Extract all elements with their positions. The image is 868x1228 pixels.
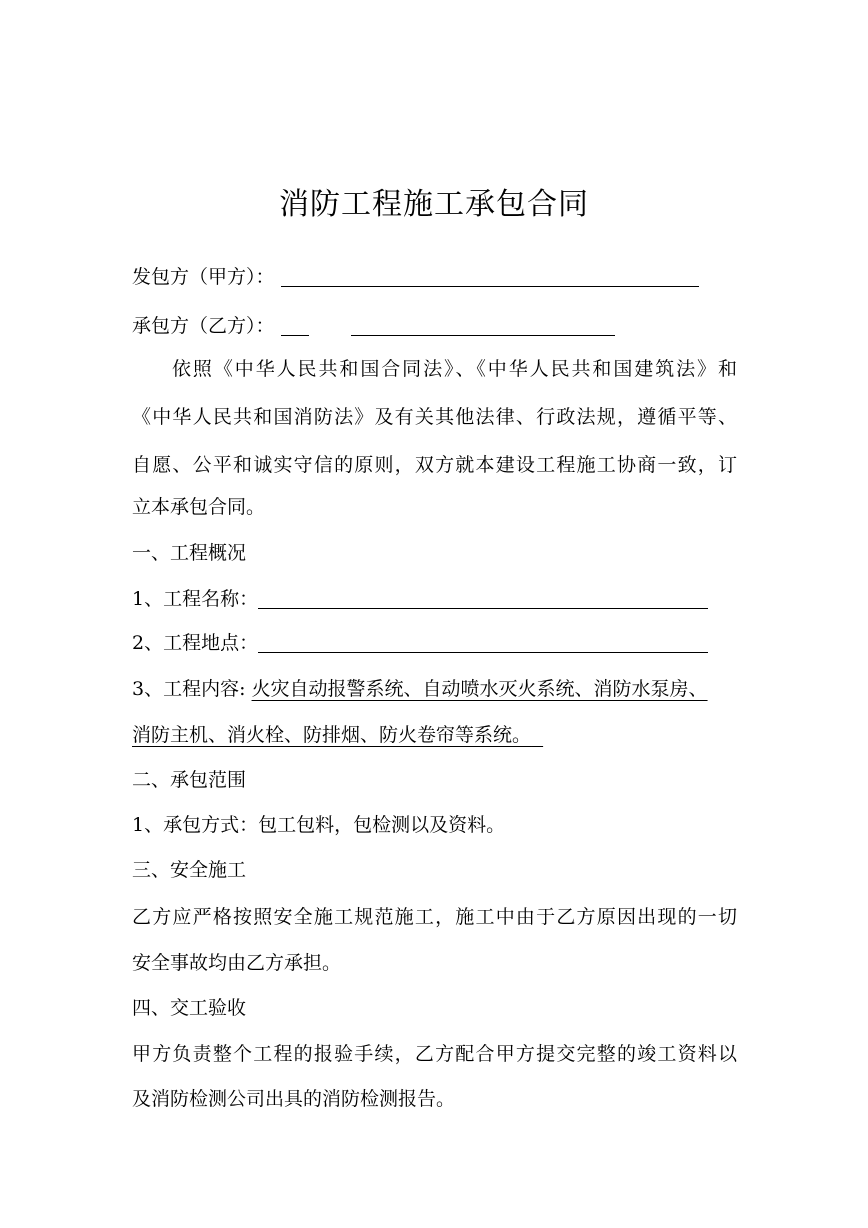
project-content-value-2: 消防主机、消火栓、防排烟、防火卷帘等系统。 [132,724,532,746]
project-location-blank[interactable] [258,632,708,653]
party-b-blank[interactable] [351,315,615,336]
contract-mode: 1、承包方式：包工包料，包检测以及资料。 [132,814,506,836]
party-b-blank-short[interactable] [281,315,309,336]
party-a-label: 发包方（甲方）： [132,266,275,288]
project-content-value-1: 火灾自动报警系统、自动喷水灭火系统、消防水泵房、 [251,678,708,700]
project-name-blank[interactable] [258,588,708,609]
section-4-heading: 四、交工验收 [132,997,247,1019]
safety-text-2: 安全事故均由乙方承担。 [132,952,342,974]
preamble-line-1: 依照《中华人民共和国合同法》、《中华人民共和国建筑法》和 [172,358,737,380]
project-content-underline-tail [531,724,543,746]
preamble-line-2: 《中华人民共和国消防法》及有关其他法律、行政法规，遵循平等、 [132,406,737,428]
item-1-line [132,586,708,612]
acceptance-text-1: 甲方负责整个工程的报验手续，乙方配合甲方提交完整的竣工资料以 [132,1043,737,1065]
section-3-heading: 三、安全施工 [132,859,247,881]
project-location-label: 2、工程地点： [132,632,259,654]
preamble-line-4: 立本承包合同。 [132,496,266,518]
acceptance-text-2: 及消防检测公司出具的消防检测报告。 [132,1088,456,1110]
party-a-line [132,264,699,290]
party-b-label: 承包方（乙方）： [132,315,275,337]
section-2-heading: 二、承包范围 [132,769,247,791]
item-3-line [132,676,708,702]
project-name-label: 1、工程名称： [132,588,259,610]
project-content-label: 3、工程内容: [132,678,246,700]
preamble-line-3: 自愿、公平和诚实守信的原则，双方就本建设工程施工协商一致，订 [132,454,737,476]
item-3-continued [132,722,543,748]
document-title: 消防工程施工承包合同 [279,187,589,222]
item-2-line [132,630,708,656]
safety-text-1: 乙方应严格按照安全施工规范施工，施工中由于乙方原因出现的一切 [132,906,737,928]
party-b-line [132,313,615,339]
party-a-blank[interactable] [281,266,699,287]
section-1-heading: 一、工程概况 [132,542,247,564]
